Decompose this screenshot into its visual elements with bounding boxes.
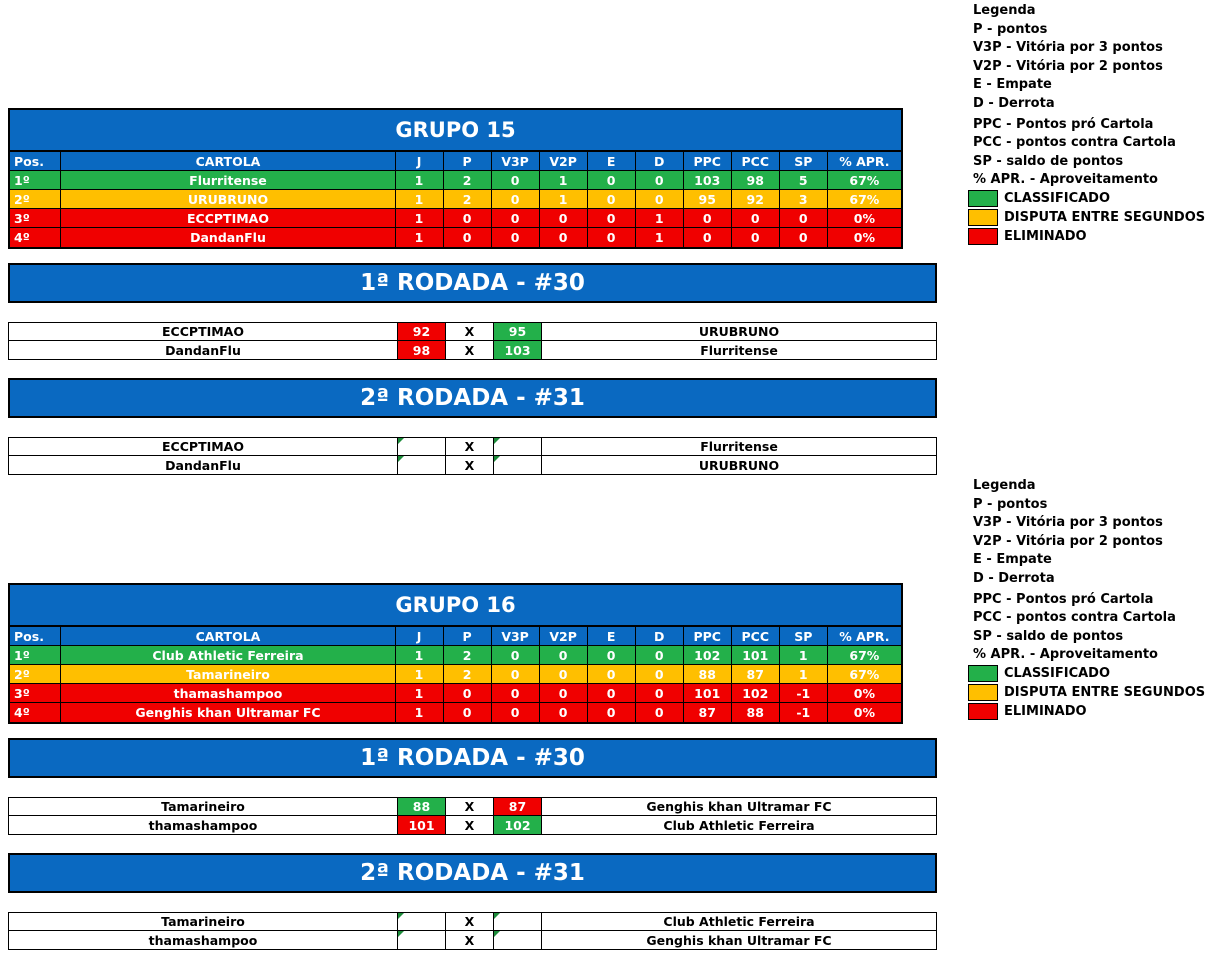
legend-item: % APR. - Aproveitamento — [973, 647, 1158, 663]
round-banner: 2ª RODADA - #31 — [8, 378, 937, 418]
col-header: P — [444, 152, 492, 171]
cell: ECCPTIMAO — [61, 209, 395, 228]
cell: 67% — [828, 190, 901, 209]
cell: 1 — [780, 665, 828, 684]
match-row — [8, 797, 937, 816]
home-score-input[interactable] — [398, 438, 446, 455]
cell: Flurritense — [61, 171, 395, 190]
cell: -1 — [780, 703, 828, 722]
home-team: ECCPTIMAO — [9, 438, 398, 455]
cell: 0 — [492, 228, 540, 247]
cell: 0 — [444, 228, 492, 247]
group-title: GRUPO 16 — [10, 585, 901, 627]
cell: 0 — [540, 228, 588, 247]
cell: 1 — [396, 646, 444, 665]
cell: 1 — [636, 209, 684, 228]
cell: 0 — [540, 703, 588, 722]
table-row — [10, 684, 901, 703]
cell: 3º — [10, 209, 61, 228]
cell: 0 — [492, 190, 540, 209]
green-swatch — [968, 665, 998, 682]
legend-item: E - Empate — [973, 552, 1052, 568]
cell: 1 — [396, 190, 444, 209]
away-team: Flurritense — [700, 342, 778, 358]
legend-status-eliminado — [968, 702, 1205, 721]
col-header: P — [444, 627, 492, 646]
legend-group-16 — [973, 476, 1205, 721]
cell: 0 — [588, 646, 636, 665]
away-score-input[interactable] — [494, 931, 542, 949]
cell: 1 — [780, 646, 828, 665]
home-team: thamashampoo — [9, 816, 398, 834]
legend-title: Legenda — [973, 3, 1036, 18]
cell: -1 — [780, 684, 828, 703]
cell: 0 — [636, 171, 684, 190]
versus-mark: X — [446, 913, 494, 930]
match-row — [8, 931, 937, 950]
col-header: E — [588, 627, 636, 646]
cell: 0% — [828, 209, 901, 228]
home-score-input[interactable] — [398, 931, 446, 949]
col-header: SP — [780, 627, 828, 646]
cell: 1 — [396, 703, 444, 722]
cell: Genghis khan Ultramar FC — [61, 703, 395, 722]
table-row — [10, 646, 901, 665]
legend-item: V2P - Vitória por 2 pontos — [973, 58, 1163, 74]
versus-mark: X — [446, 438, 494, 455]
round-banner: 1ª RODADA - #30 — [8, 738, 937, 778]
match-row — [8, 437, 937, 456]
legend-item: P - pontos — [973, 21, 1048, 37]
cell: 0 — [540, 209, 588, 228]
cell: 1 — [396, 209, 444, 228]
versus-mark: X — [446, 816, 494, 834]
green-swatch — [968, 190, 998, 207]
col-header: PPC — [684, 152, 732, 171]
cell: 0 — [492, 703, 540, 722]
cell: 87 — [732, 665, 780, 684]
legend-item: V2P - Vitória por 2 pontos — [973, 533, 1163, 549]
legend-item: % APR. - Aproveitamento — [973, 172, 1158, 188]
round-banner: 2ª RODADA - #31 — [8, 853, 937, 893]
cell: 67% — [828, 665, 901, 684]
legend-item: E - Empate — [973, 77, 1052, 93]
cell: 0% — [828, 684, 901, 703]
table-row — [10, 171, 901, 190]
away-team: Genghis khan Ultramar FC — [646, 799, 832, 814]
home-score: 92 — [398, 323, 446, 340]
legend-status-label: DISPUTA ENTRE SEGUNDOS — [1004, 684, 1206, 700]
home-team: DandanFlu — [9, 456, 398, 474]
col-header: V3P — [492, 627, 540, 646]
cell: 0 — [636, 684, 684, 703]
cell: 0 — [780, 209, 828, 228]
group-15-standings — [8, 108, 903, 249]
cell: 0 — [492, 665, 540, 684]
yellow-swatch — [968, 209, 998, 226]
cell: 0 — [540, 665, 588, 684]
cell: 3º — [10, 684, 61, 703]
legend-status-classificado — [968, 664, 1205, 683]
cell: DandanFlu — [61, 228, 395, 247]
home-score-input[interactable] — [398, 913, 446, 930]
cell: 102 — [732, 684, 780, 703]
cell: 1 — [396, 171, 444, 190]
cell: 2 — [444, 171, 492, 190]
home-team: Tamarineiro — [9, 798, 398, 815]
cell: Tamarineiro — [61, 665, 395, 684]
cell: 0 — [780, 228, 828, 247]
cell: 98 — [732, 171, 780, 190]
home-team: DandanFlu — [9, 341, 398, 359]
home-score-input[interactable] — [398, 456, 446, 474]
table-header-row — [10, 152, 901, 171]
cell: 1 — [396, 665, 444, 684]
cell: 0 — [732, 209, 780, 228]
cell: 1º — [10, 646, 61, 665]
cell: 1º — [10, 171, 61, 190]
legend-item: PCC - pontos contra Cartola — [973, 135, 1176, 151]
cell: 0 — [588, 190, 636, 209]
cell: 92 — [732, 190, 780, 209]
cell: 102 — [684, 646, 732, 665]
cell: 0 — [636, 190, 684, 209]
cell: 4º — [10, 703, 61, 722]
table-row — [10, 190, 901, 209]
cell: 0 — [636, 703, 684, 722]
cell: 0 — [540, 646, 588, 665]
cell: 1 — [636, 228, 684, 247]
cell: 2 — [444, 190, 492, 209]
cell: 3 — [780, 190, 828, 209]
cell: 0 — [492, 684, 540, 703]
cell: 2 — [444, 665, 492, 684]
col-header: CARTOLA — [61, 152, 395, 171]
red-swatch — [968, 703, 998, 720]
cell: 1 — [396, 228, 444, 247]
col-header: Pos. — [10, 152, 61, 171]
col-header: E — [588, 152, 636, 171]
legend-status-disputa — [968, 208, 1205, 227]
legend-status-classificado — [968, 189, 1205, 208]
cell: 0 — [636, 665, 684, 684]
legend-status-label: DISPUTA ENTRE SEGUNDOS — [1004, 209, 1206, 225]
cell: 0 — [588, 171, 636, 190]
away-score: 102 — [494, 816, 542, 834]
away-score-input[interactable] — [494, 913, 542, 930]
round-banner: 1ª RODADA - #30 — [8, 263, 937, 303]
legend-status-label: CLASSIFICADO — [1004, 190, 1111, 206]
match-row — [8, 816, 937, 835]
col-header: % APR. — [828, 627, 901, 646]
home-score: 101 — [398, 816, 446, 834]
cell: 0 — [636, 646, 684, 665]
cell: 0 — [588, 703, 636, 722]
legend-item: SP - saldo de pontos — [973, 153, 1124, 169]
cell: 101 — [732, 646, 780, 665]
legend-title: Legenda — [973, 478, 1036, 493]
yellow-swatch — [968, 684, 998, 701]
col-header: V2P — [540, 152, 588, 171]
away-score-input[interactable] — [494, 438, 542, 455]
cell: 88 — [732, 703, 780, 722]
cell: 95 — [684, 190, 732, 209]
away-team: Genghis khan Ultramar FC — [646, 932, 832, 948]
cell: 0 — [684, 228, 732, 247]
col-header: D — [636, 152, 684, 171]
versus-mark: X — [446, 798, 494, 815]
cell: 88 — [684, 665, 732, 684]
home-team: ECCPTIMAO — [9, 323, 398, 340]
col-header: % APR. — [828, 152, 901, 171]
legend-item: D - Derrota — [973, 570, 1055, 586]
col-header: Pos. — [10, 627, 61, 646]
cell: 103 — [684, 171, 732, 190]
cell: 0 — [540, 684, 588, 703]
legend-item: V3P - Vitória por 3 pontos — [973, 40, 1163, 56]
home-score: 88 — [398, 798, 446, 815]
cell: thamashampoo — [61, 684, 395, 703]
cell: 101 — [684, 684, 732, 703]
cell: 1 — [540, 190, 588, 209]
away-score: 87 — [494, 798, 542, 815]
table-row — [10, 209, 901, 228]
col-header: PPC — [684, 627, 732, 646]
cell: 2º — [10, 190, 61, 209]
cell: 0 — [588, 684, 636, 703]
cell: 87 — [684, 703, 732, 722]
match-row — [8, 341, 937, 360]
home-score: 98 — [398, 341, 446, 359]
legend-item: PPC - Pontos pró Cartola — [973, 116, 1154, 132]
versus-mark: X — [446, 456, 494, 474]
col-header: CARTOLA — [61, 627, 395, 646]
col-header: D — [636, 627, 684, 646]
cell: 0% — [853, 705, 875, 720]
cell: 1 — [540, 171, 588, 190]
col-header: PCC — [732, 152, 780, 171]
away-score-input[interactable] — [494, 456, 542, 474]
col-header: J — [396, 152, 444, 171]
match-row — [8, 322, 937, 341]
cell: 0 — [588, 228, 636, 247]
cell: 2º — [10, 665, 61, 684]
legend-status-label: ELIMINADO — [1004, 703, 1087, 719]
cell: 0 — [492, 209, 540, 228]
away-team: Flurritense — [700, 439, 778, 454]
cell: URUBRUNO — [61, 190, 395, 209]
col-header: V2P — [540, 627, 588, 646]
home-team: Tamarineiro — [9, 913, 398, 930]
cell: 0 — [684, 209, 732, 228]
away-team: URUBRUNO — [698, 324, 780, 339]
col-header: V3P — [492, 152, 540, 171]
table-row — [10, 665, 901, 684]
legend-item: P - pontos — [973, 496, 1048, 512]
legend-item: D - Derrota — [973, 95, 1055, 111]
cell: 0 — [444, 703, 492, 722]
cell: 0 — [588, 665, 636, 684]
legend-status-label: ELIMINADO — [1004, 228, 1087, 244]
legend-status-eliminado — [968, 227, 1205, 246]
group-16-standings — [8, 583, 903, 724]
away-score: 95 — [494, 323, 542, 340]
cell: 67% — [828, 646, 901, 665]
legend-item: PCC - pontos contra Cartola — [973, 610, 1176, 626]
table-row — [10, 703, 901, 722]
cell: 0 — [444, 209, 492, 228]
cell: 0 — [588, 209, 636, 228]
legend-group-15 — [973, 1, 1205, 246]
legend-status-disputa — [968, 683, 1205, 702]
cell: 67% — [828, 171, 901, 190]
cell: 0 — [444, 684, 492, 703]
away-team: URUBRUNO — [698, 457, 780, 473]
red-swatch — [968, 228, 998, 245]
table-header-row — [10, 627, 901, 646]
legend-status-label: CLASSIFICADO — [1004, 665, 1111, 681]
col-header: SP — [780, 152, 828, 171]
cell: 0 — [492, 171, 540, 190]
col-header: J — [396, 627, 444, 646]
cell: 1 — [396, 684, 444, 703]
cell: 0% — [853, 230, 875, 245]
cell: 0 — [492, 646, 540, 665]
away-team: Club Athletic Ferreira — [663, 817, 815, 833]
table-row — [10, 228, 901, 247]
match-row — [8, 912, 937, 931]
legend-item: SP - saldo de pontos — [973, 628, 1124, 644]
col-header: PCC — [732, 627, 780, 646]
versus-mark: X — [446, 341, 494, 359]
cell: Club Athletic Ferreira — [61, 646, 395, 665]
home-team: thamashampoo — [9, 931, 398, 949]
match-row — [8, 456, 937, 475]
away-team: Club Athletic Ferreira — [663, 914, 815, 929]
versus-mark: X — [446, 931, 494, 949]
cell: 4º — [10, 228, 61, 247]
versus-mark: X — [446, 323, 494, 340]
cell: 2 — [444, 646, 492, 665]
group-title: GRUPO 15 — [10, 110, 901, 152]
legend-item: V3P - Vitória por 3 pontos — [973, 515, 1163, 531]
away-score: 103 — [494, 341, 542, 359]
cell: 0 — [732, 228, 780, 247]
cell: 5 — [780, 171, 828, 190]
legend-item: PPC - Pontos pró Cartola — [973, 591, 1154, 607]
